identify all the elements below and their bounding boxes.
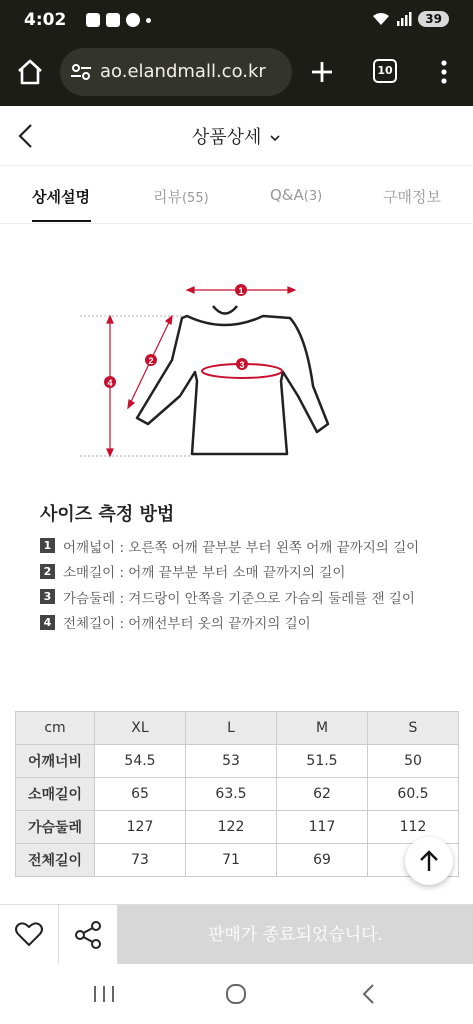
home-circle-icon[interactable] (224, 982, 248, 1006)
recents-icon[interactable] (90, 982, 118, 1006)
active-tab-indicator (32, 220, 91, 222)
share-button[interactable] (59, 905, 118, 965)
method-title: 사이즈 측정 방법 (40, 504, 175, 525)
method-item (40, 584, 460, 610)
table-cell: 54.5 (95, 745, 186, 778)
table-cell: 71 (186, 844, 277, 877)
table-unit-header: cm (16, 712, 95, 745)
page-title-text: 상품상세 (191, 127, 262, 148)
table-cell: 62 (277, 778, 368, 811)
wifi-icon (372, 12, 390, 26)
tab-reviews[interactable]: 리뷰(55) (153, 188, 209, 206)
table-cell: 117 (277, 811, 368, 844)
share-icon (73, 920, 103, 950)
tab-qna[interactable]: Q&A(3) (270, 186, 323, 204)
system-back-icon[interactable] (357, 982, 381, 1006)
calendar-icon (106, 13, 120, 27)
table-row (16, 844, 459, 877)
app-notification-icon (86, 13, 100, 27)
heart-icon (14, 920, 44, 948)
talk-icon (126, 13, 140, 27)
more-menu-icon[interactable] (432, 56, 456, 88)
table-row-header: 가슴둘레 (16, 811, 95, 844)
method-item (40, 610, 460, 636)
badge-length: 4 (107, 378, 113, 388)
table-cell: 73 (95, 844, 186, 877)
table-cell: 65 (95, 778, 186, 811)
url-text[interactable]: ao.elandmall.co.kr (100, 61, 266, 82)
more-notifications-icon (146, 18, 151, 23)
tab-switcher-button[interactable]: 10 (373, 59, 397, 83)
method-list (40, 533, 460, 635)
system-nav-bar (0, 964, 473, 1024)
table-col-header: S (368, 712, 459, 745)
table-col-header: M (277, 712, 368, 745)
page-header (0, 106, 473, 166)
table-col-header: XL (95, 712, 186, 745)
badge-shoulder: 1 (238, 286, 244, 296)
status-bar (0, 0, 473, 42)
signal-icon (396, 12, 412, 26)
wishlist-button[interactable] (0, 905, 59, 965)
home-icon[interactable] (14, 56, 46, 88)
tab-purchase-info[interactable]: 구매정보 (383, 188, 441, 206)
size-measurement-diagram (70, 276, 350, 476)
size-table (15, 711, 459, 877)
table-cell: 63.5 (186, 778, 277, 811)
url-bar[interactable] (60, 48, 292, 96)
table-cell: 53 (186, 745, 277, 778)
method-text: 전체길이 : 어깨선부터 옷의 끝까지의 길이 (63, 616, 311, 633)
method-number: 3 (40, 589, 55, 604)
tab-description[interactable]: 상세설명 (32, 188, 90, 206)
table-col-header: L (186, 712, 277, 745)
method-text: 소매길이 : 어깨 끝부분 부터 소매 끝까지의 길이 (63, 565, 346, 582)
page-title[interactable] (0, 123, 473, 149)
method-text: 어깨넓이 : 오른쪽 어깨 끝부분 부터 왼쪽 어깨 끝까지의 길이 (63, 539, 420, 556)
badge-sleeve: 2 (148, 356, 154, 366)
method-item (40, 533, 460, 559)
bottom-action-bar (0, 904, 473, 964)
table-row (16, 745, 459, 778)
badge-chest: 3 (239, 360, 245, 370)
status-time: 4:02 (24, 10, 67, 30)
table-cell: 50 (368, 745, 459, 778)
table-row (16, 778, 459, 811)
method-number: 1 (40, 538, 55, 553)
system-icons (372, 11, 449, 27)
method-number: 2 (40, 564, 55, 579)
notification-icons (86, 13, 151, 27)
measure-badges (104, 284, 248, 388)
detail-tabs (0, 166, 473, 224)
chevron-down-icon (269, 132, 281, 144)
table-cell: 69 (277, 844, 368, 877)
arrow-up-icon (418, 849, 440, 873)
battery-icon: 39 (418, 11, 449, 27)
table-row-header: 어깨너비 (16, 745, 95, 778)
table-cell: 60.5 (368, 778, 459, 811)
method-number: 4 (40, 615, 55, 630)
browser-toolbar (0, 44, 473, 102)
guide-lines (80, 316, 192, 456)
method-item (40, 559, 460, 585)
table-cell: 51.5 (277, 745, 368, 778)
table-cell: 112 (368, 811, 459, 844)
scroll-to-top-button[interactable] (405, 837, 453, 885)
table-header-row (16, 712, 459, 745)
new-tab-icon[interactable] (306, 56, 338, 88)
sold-out-button[interactable]: 판매가 종료되었습니다. (118, 905, 473, 965)
table-cell: 122 (186, 811, 277, 844)
measure-lines (107, 287, 295, 456)
table-row-header: 소매길이 (16, 778, 95, 811)
site-settings-icon[interactable] (70, 62, 92, 82)
table-row-header: 전체길이 (16, 844, 95, 877)
method-text: 가슴둘레 : 겨드랑이 안쪽을 기준으로 가슴의 둘레를 잰 길이 (63, 590, 415, 607)
browser-chrome (0, 0, 473, 106)
table-row (16, 811, 459, 844)
table-cell: 127 (95, 811, 186, 844)
